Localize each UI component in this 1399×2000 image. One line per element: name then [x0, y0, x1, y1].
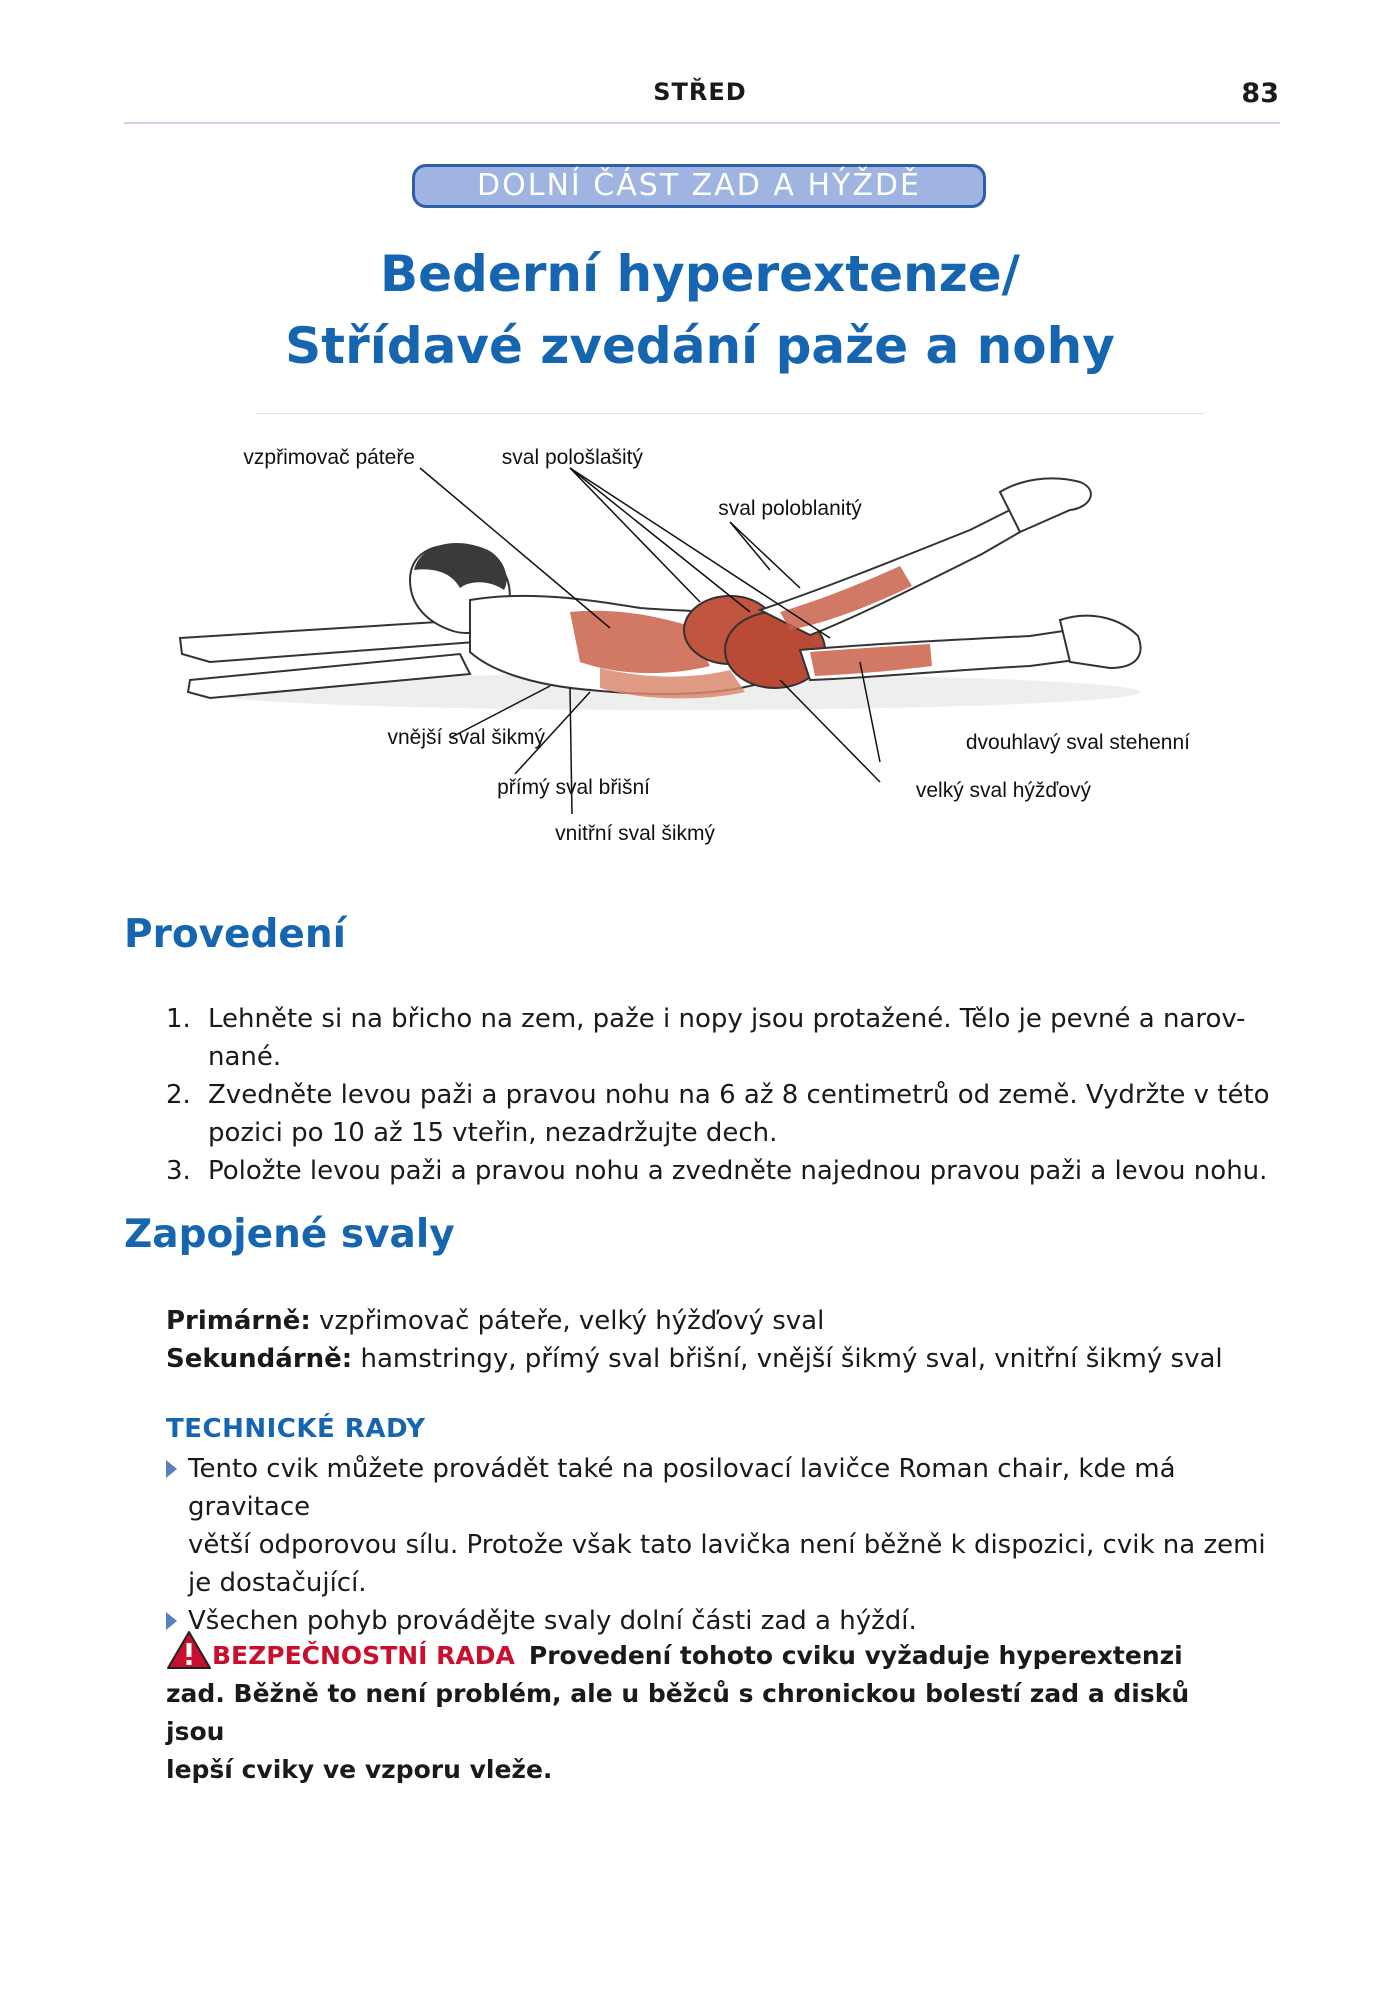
step-item [166, 1076, 1286, 1152]
safety-text: Provedení tohoto cviku vyžaduje hyperextenzi zad. Běžně to není problém, ale u běžců s chronickou bolestí zad a disků jsou lepší cviky ve vzporu vleže. [166, 1641, 1190, 1784]
step-text: Lehněte si na břicho na zem, paže i nopy jsou protažené. Tělo je pevné a narov- nané. [208, 1004, 1246, 1072]
step-text: Zvedněte levou paži a pravou nohu na 6 až 8 centimetrů od země. Vydržte v této pozici po 10 až 15 vteřin, nezadržujte dech. [208, 1080, 1270, 1148]
primary-muscles [166, 1302, 1286, 1340]
secondary-text: hamstringy, přímý sval břišní, vnější šikmý sval, vnitřní šikmý sval [352, 1344, 1223, 1374]
warning-icon [166, 1630, 212, 1670]
secondary-muscles [166, 1340, 1286, 1378]
tip-text: Všechen pohyb provádějte svaly dolní části zad a hýždí. [188, 1606, 917, 1636]
label-external-oblique: vnější sval šikmý [387, 726, 545, 749]
figure-rule [255, 413, 1205, 414]
execution-steps [166, 1000, 1286, 1190]
label-gluteus-maximus: velký sval hýžďový [915, 779, 1091, 802]
page-title [200, 238, 1200, 382]
secondary-label: Sekundárně: [166, 1344, 353, 1374]
step-item [166, 1000, 1286, 1076]
muscles-list [166, 1302, 1286, 1378]
step-text: Položte levou paži a pravou nohu a zvedněte najednou pravou paži a levou nohu. [208, 1156, 1268, 1186]
muscles-heading: Zapojené svaly [124, 1212, 455, 1257]
title-line-1: Bederní hyperextenze/ [380, 245, 1020, 303]
step-number: 3. [166, 1156, 191, 1186]
label-semitendinosus: sval pološlašitý [501, 446, 643, 469]
label-semimembranosus: sval poloblanitý [718, 497, 862, 520]
step-item [166, 1152, 1286, 1190]
tip-item [166, 1450, 1286, 1602]
bullet-triangle-icon [166, 1612, 177, 1630]
step-number: 1. [166, 1004, 191, 1034]
left-arm-illustration [180, 620, 475, 662]
label-erector: vzpřimovač páteře [243, 446, 415, 469]
safety-label: BEZPEČNOSTNÍ RADA [212, 1641, 515, 1670]
anatomy-figure [170, 430, 1220, 850]
primary-label: Primárně: [166, 1306, 311, 1336]
page-number: 83 [1241, 78, 1279, 109]
section-tag: DOLNÍ ČÁST ZAD A HÝŽDĚ [412, 164, 986, 208]
bullet-triangle-icon [166, 1460, 177, 1478]
title-line-2: Střídavé zvedání paže a nohy [285, 317, 1115, 375]
safety-note [166, 1630, 1206, 1789]
tip-text: Tento cvik můžete provádět také na posilovací lavičce Roman chair, kde má gravitace větší odporovou sílu. Protože však tato lavička není běžně k dispozici, cvik na zemi je dostačující. [188, 1454, 1266, 1598]
primary-text: vzpřimovač páteře, velký hýžďový sval [310, 1306, 825, 1336]
tips-list [166, 1450, 1286, 1640]
label-rectus-abdominis: přímý sval břišní [497, 776, 650, 799]
lower-shoe-illustration [1060, 616, 1141, 668]
label-internal-oblique: vnitřní sval šikmý [555, 822, 715, 845]
step-number: 2. [166, 1080, 191, 1110]
running-title: STŘED [653, 78, 747, 106]
tips-heading: TECHNICKÉ RADY [166, 1414, 426, 1444]
label-biceps-femoris: dvouhlavý sval stehenní [965, 731, 1190, 754]
header-rule [124, 122, 1280, 124]
execution-heading: Provedení [124, 912, 346, 957]
